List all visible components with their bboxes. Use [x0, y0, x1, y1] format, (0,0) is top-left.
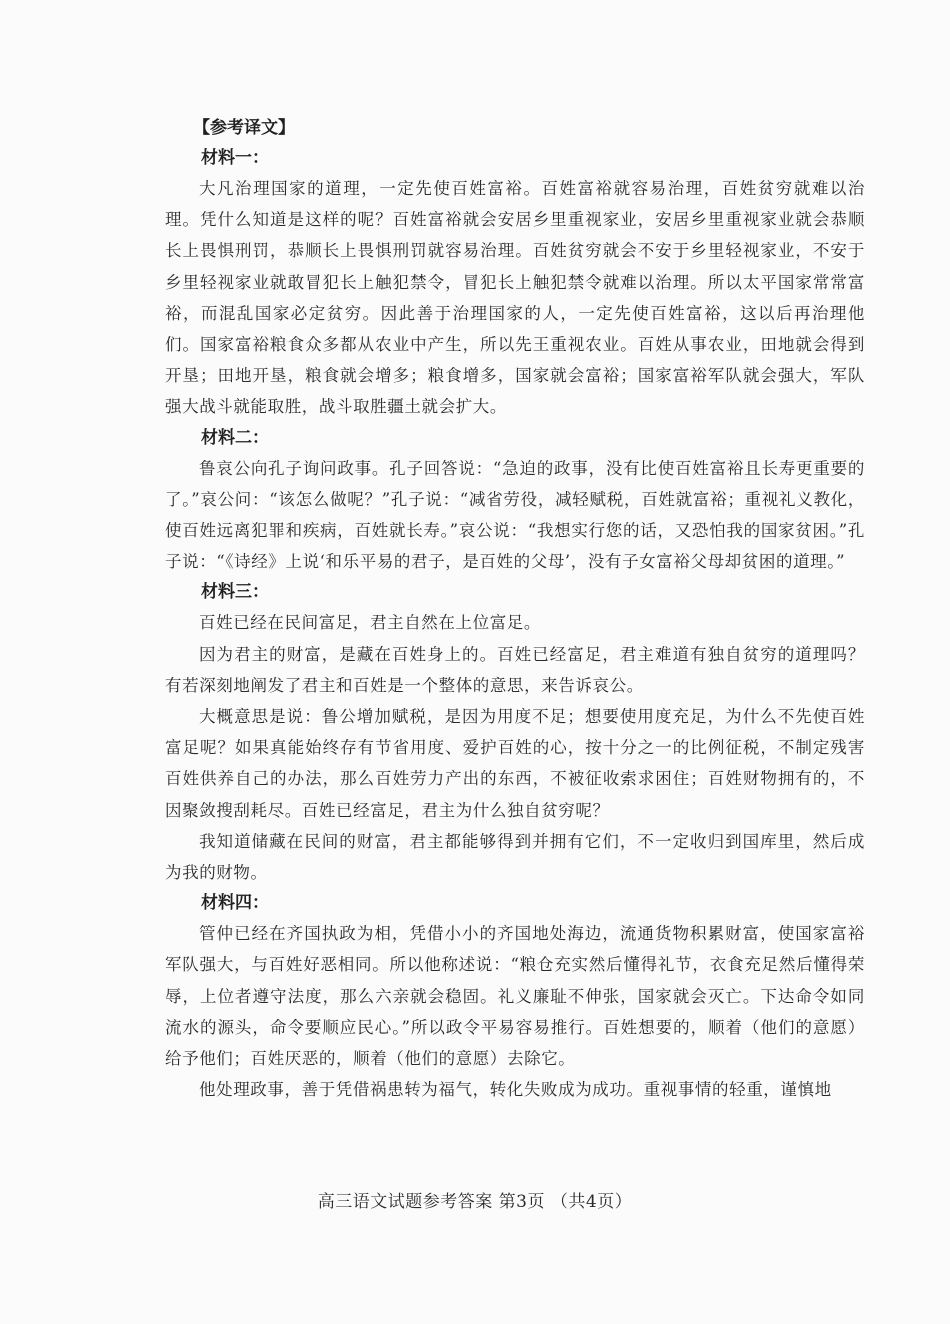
paragraph: 因为君主的财富，是藏在百姓身上的。百姓已经富足，君主难道有独自贫穷的道理吗？有若深刻地阐发了君主和百姓是一个整体的意思，来告诉哀公。: [165, 644, 865, 695]
paragraph: 大凡治理国家的道理，一定先使百姓富裕。百姓富裕就容易治理，百姓贫穷就难以治理。凭什么知道是这样的呢？百姓富裕就会安居乡里重视家业，安居乡里重视家业就会恭顺长上畏惧刑罚，恭顺长上畏惧刑罚就容易治理。百姓贫穷就会不安于乡里轻视家业，不安于乡里轻视家业就敢冒犯长上触犯禁令，冒犯长上触犯禁令就难以治理。所以太平国家常常富裕，而混乱国家必定贫穷。因此善于治理国家的人，一定先使百姓富裕，这以后再治理他们。国家富裕粮食众多都从农业中产生，所以先王重视农业。百姓从事农业，田地就会得到开垦；田地开垦，粮食就会增多；粮食增多，国家就会富裕；国家富裕军队就会强大，军队强大战斗就能取胜，战斗取胜疆土就会扩大。: [165, 179, 865, 417]
paragraph: 管仲已经在齐国执政为相，凭借小小的齐国地处海边，流通货物积累财富，使国家富裕军队强大，与百姓好恶相同。所以他称述说：“粮仓充实然后懂得礼节，衣食充足然后懂得荣辱，上位者遵守法度，那么六亲就会稳固。礼义廉耻不伸张，国家就会灭亡。下达命令如同流水的源头，命令要顺应民心。”所以政令平易容易推行。百姓想要的，顺着（他们的意愿）给予他们；百姓厌恶的，顺着（他们的意愿）去除它。: [165, 924, 865, 1069]
paragraph: 大概意思是说：鲁公增加赋税，是因为用度不足；想要使用度充足，为什么不先使百姓富足呢？如果真能始终存有节省用度、爱护百姓的心，按十分之一的比例征税，不制定残害百姓供养自己的办法，那么百姓劳力产出的东西，不被征收索求困住；百姓财物拥有的，不因聚敛搜刮耗尽。百姓已经富足，君主为什么独自贫穷呢？: [165, 707, 865, 820]
paragraph: 百姓已经在民间富足，君主自然在上位富足。: [199, 613, 541, 633]
page-footer: 高三语文试题参考答案 第3页 （共4页）: [317, 1192, 633, 1212]
section-heading: 材料一：: [201, 148, 269, 168]
section-heading: 材料四：: [201, 893, 269, 914]
section-material-3: [165, 577, 865, 888]
paragraph: 我知道储藏在民间的财富，君主都能够得到并拥有它们，不一定收归到国库里，然后成为我的财物。: [165, 831, 865, 883]
section-material-1: [165, 143, 865, 423]
paragraph: 他处理政事，善于凭借祸患转为福气，转化失败成为成功。重视事情的轻重，谨慎地: [199, 1080, 832, 1100]
document-body: [165, 113, 865, 1105]
section-material-2: [165, 423, 865, 578]
section-heading: 材料二：: [201, 427, 269, 448]
section-material-4: [165, 888, 865, 1105]
paragraph: 鲁哀公向孔子询问政事。孔子回答说：“急迫的政事，没有比使百姓富裕且长寿更重要的了。”哀公问：“该怎么做呢？”孔子说：“减省劳役，减轻赋税，百姓就富裕；重视礼义教化，使百姓远离犯罪和疾病，百姓就长寿。”哀公说：“我想实行您的话，又恐怕我的国家贫困。”孔子说：“《诗经》上说‘和乐平易的君子，是百姓的父母’，没有子女富裕父母却贫困的道理。”: [165, 458, 865, 572]
document-title: 【参考译文】: [193, 118, 295, 138]
section-heading: 材料三：: [201, 582, 269, 603]
